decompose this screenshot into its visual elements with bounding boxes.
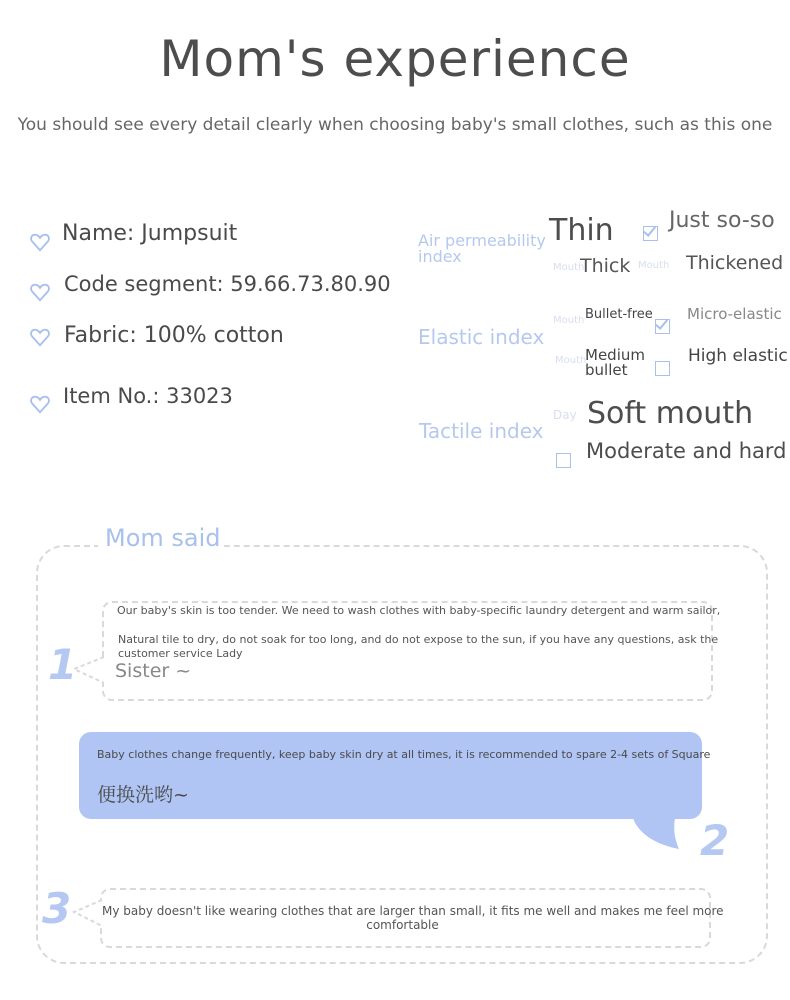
tiny-label: Day: [553, 408, 577, 422]
heart-icon: [29, 393, 51, 415]
tiny-label: Mouth: [638, 260, 670, 271]
option-medium-bullet-2: bullet: [585, 361, 628, 379]
option-soft-mouth: Soft mouth: [587, 396, 754, 431]
tiny-label: Mouth: [555, 355, 587, 366]
checkbox-icon: [643, 226, 658, 241]
option-medium-bullet: Medium: [585, 346, 645, 364]
tip-1-line-4: Sister ~: [115, 660, 192, 682]
option-thick: Thick: [580, 255, 631, 277]
checkbox-icon: [556, 453, 571, 468]
spec-fabric: Fabric: 100% cotton: [64, 323, 284, 348]
tip-1-line-2: Natural tile to dry, do not soak for too long, and do not expose to the sun, if you have any questions, ask the: [118, 633, 719, 646]
option-high-elastic: High elastic: [688, 346, 788, 366]
tip-2-line-2: 便换洗哟~: [97, 784, 189, 806]
spec-code-segment: Code segment: 59.66.73.80.90: [64, 272, 391, 296]
page-title: Mom's experience: [159, 30, 631, 88]
heart-icon: [29, 231, 51, 253]
option-just-so-so: Just so-so: [669, 208, 775, 233]
tip-3-line-1: My baby doesn't like wearing clothes that are larger than small, it fits me well and makes me feel more: [102, 904, 724, 918]
heart-icon: [29, 281, 51, 303]
spec-name: Name: Jumpsuit: [62, 221, 238, 246]
tip-3-line-2: comfortable: [366, 918, 439, 932]
checkbox-icon: [655, 361, 670, 376]
tip-2-line-1: Baby clothes change frequently, keep baby skin dry at all times, it is recommended to spare 2-4 sets of Square: [97, 748, 711, 761]
elastic-index-label: Elastic index: [418, 325, 545, 349]
tip-2-number: 2: [700, 816, 730, 865]
mom-said-title: Mom said: [105, 524, 221, 552]
page-subtitle: You should see every detail clearly when choosing baby's small clothes, such as this one: [17, 115, 773, 135]
checkbox-icon: [655, 319, 670, 334]
heart-icon: [29, 326, 51, 348]
air-permeability-label-2: index: [418, 247, 462, 266]
tip-1-number: 1: [48, 640, 78, 689]
option-moderate-and-hard: Moderate and hard: [586, 439, 787, 463]
tip-3-number: 3: [42, 884, 72, 933]
bubble-tail: [625, 812, 705, 854]
tiny-label: Mouth: [553, 262, 585, 273]
option-bullet-free: Bullet-free: [585, 307, 653, 322]
option-thin: Thin: [549, 213, 614, 248]
tactile-index-label: Tactile index: [419, 419, 544, 443]
option-thickened: Thickened: [686, 252, 784, 274]
option-micro-elastic: Micro-elastic: [687, 305, 782, 323]
spec-item-no: Item No.: 33023: [63, 384, 233, 408]
tiny-label: Mouth: [553, 315, 585, 326]
tip-1-line-3: customer service Lady: [118, 647, 243, 660]
air-permeability-label: Air permeability: [418, 231, 546, 250]
tip-1-line-1: Our baby's skin is too tender. We need to wash clothes with baby-specific laundry detergent and warm sailor,: [117, 604, 721, 617]
